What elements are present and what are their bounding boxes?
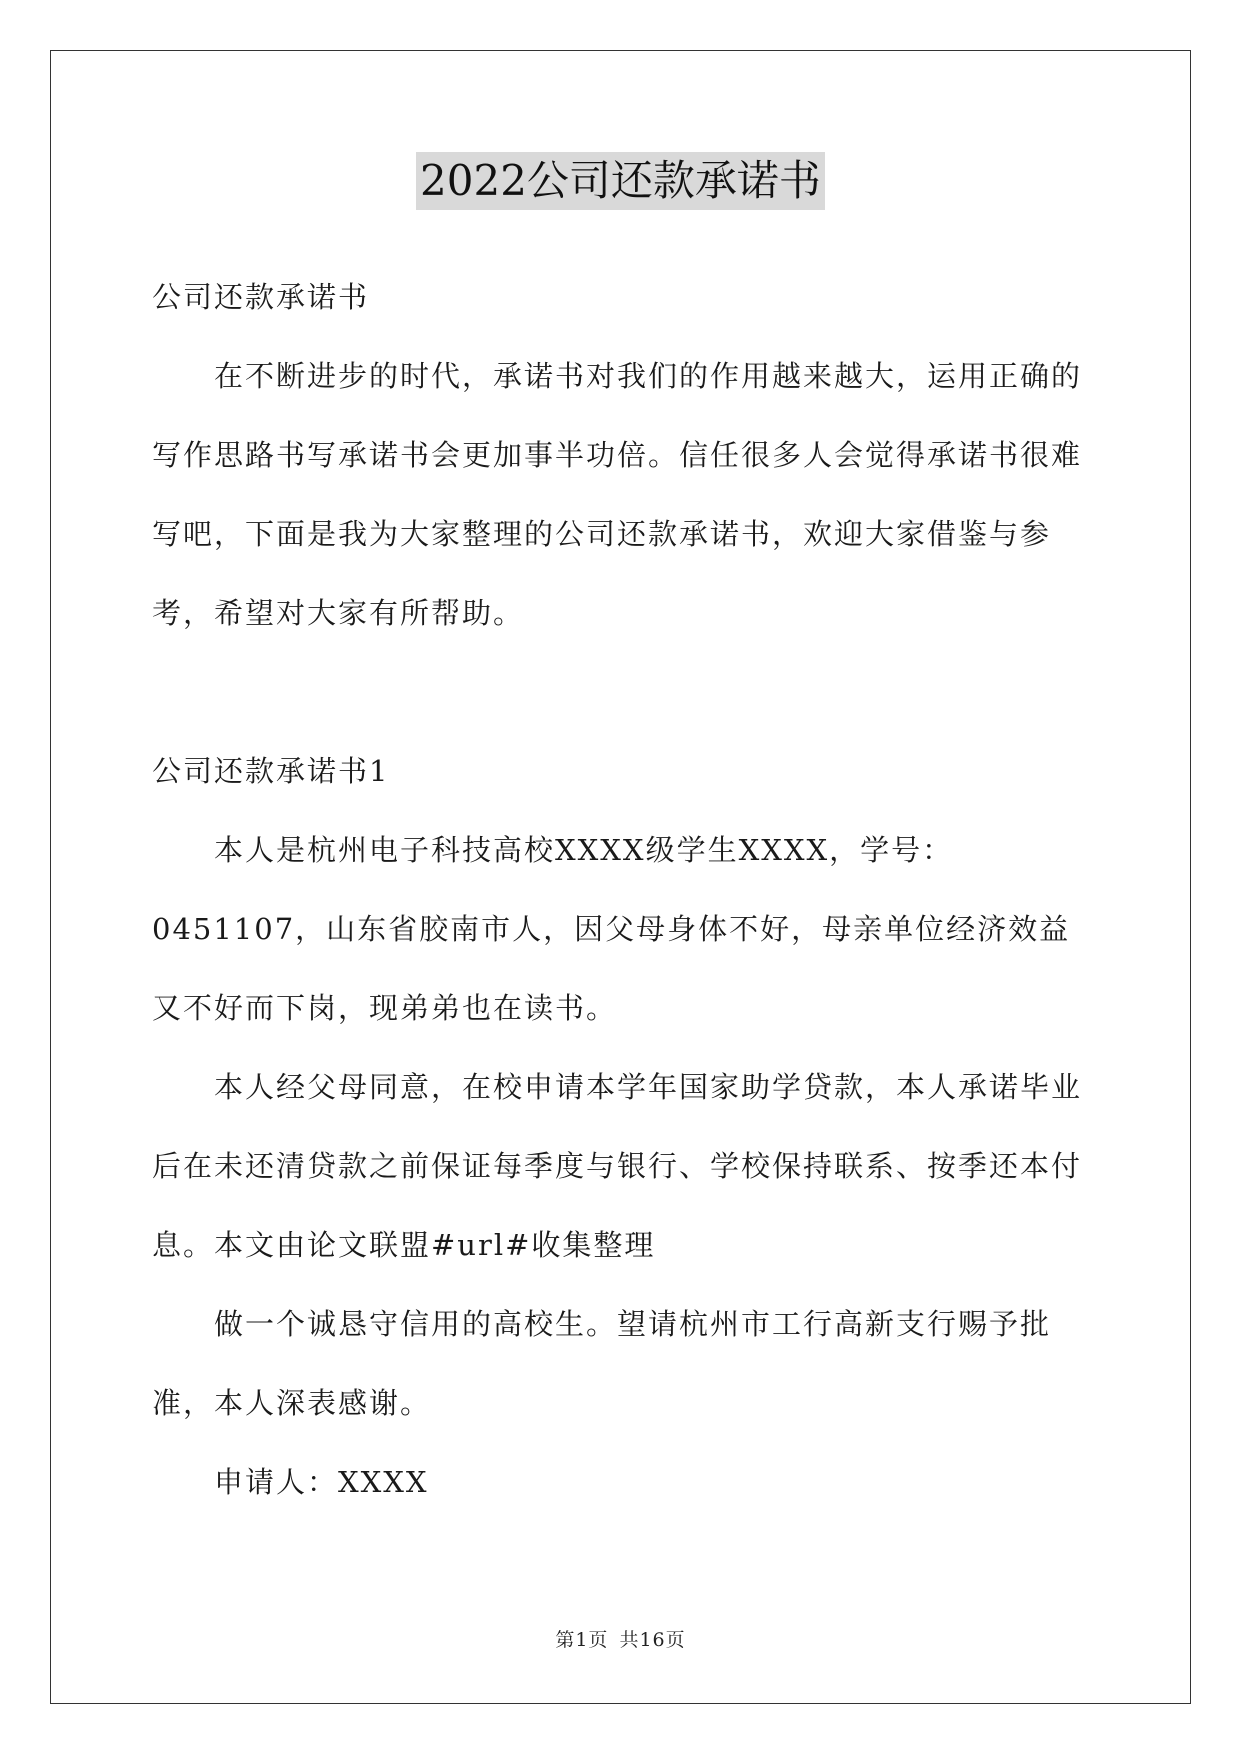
applicant-line: 申请人：XXXX (214, 1465, 429, 1499)
page-number: 第1页 (555, 1629, 609, 1651)
page-footer (0, 1625, 1241, 1652)
document-body (152, 258, 1092, 1522)
page-total: 共16页 (619, 1629, 686, 1651)
document-title: 2022公司还款承诺书 (416, 152, 825, 210)
spacer (152, 653, 1092, 732)
intro-paragraph: 在不断进步的时代，承诺书对我们的作用越来越大，运用正确的写作思路书写承诺书会更加事半功倍。信任很多人会觉得承诺书很难写吧，下面是我为大家整理的公司还款承诺书，欢迎大家借鉴与参考，希望对大家有所帮助。 (152, 359, 1083, 630)
paragraph-1: 本人是杭州电子科技高校XXXX级学生XXXX，学号：0451107，山东省胶南市人，因父母身体不好，母亲单位经济效益又不好而下岗，现弟弟也在读书。 (152, 833, 1071, 1025)
section-heading-1: 公司还款承诺书1 (152, 754, 390, 788)
paragraph-3: 做一个诚恳守信用的高校生。望请杭州市工行高新支行赐予批准，本人深表感谢。 (152, 1307, 1052, 1420)
intro-heading: 公司还款承诺书 (152, 280, 370, 314)
paragraph-2: 本人经父母同意，在校申请本学年国家助学贷款，本人承诺毕业后在未还清贷款之前保证每季度与银行、学校保持联系、按季还本付息。本文由论文联盟#url#收集整理 (152, 1070, 1083, 1262)
title-container (0, 152, 1241, 210)
